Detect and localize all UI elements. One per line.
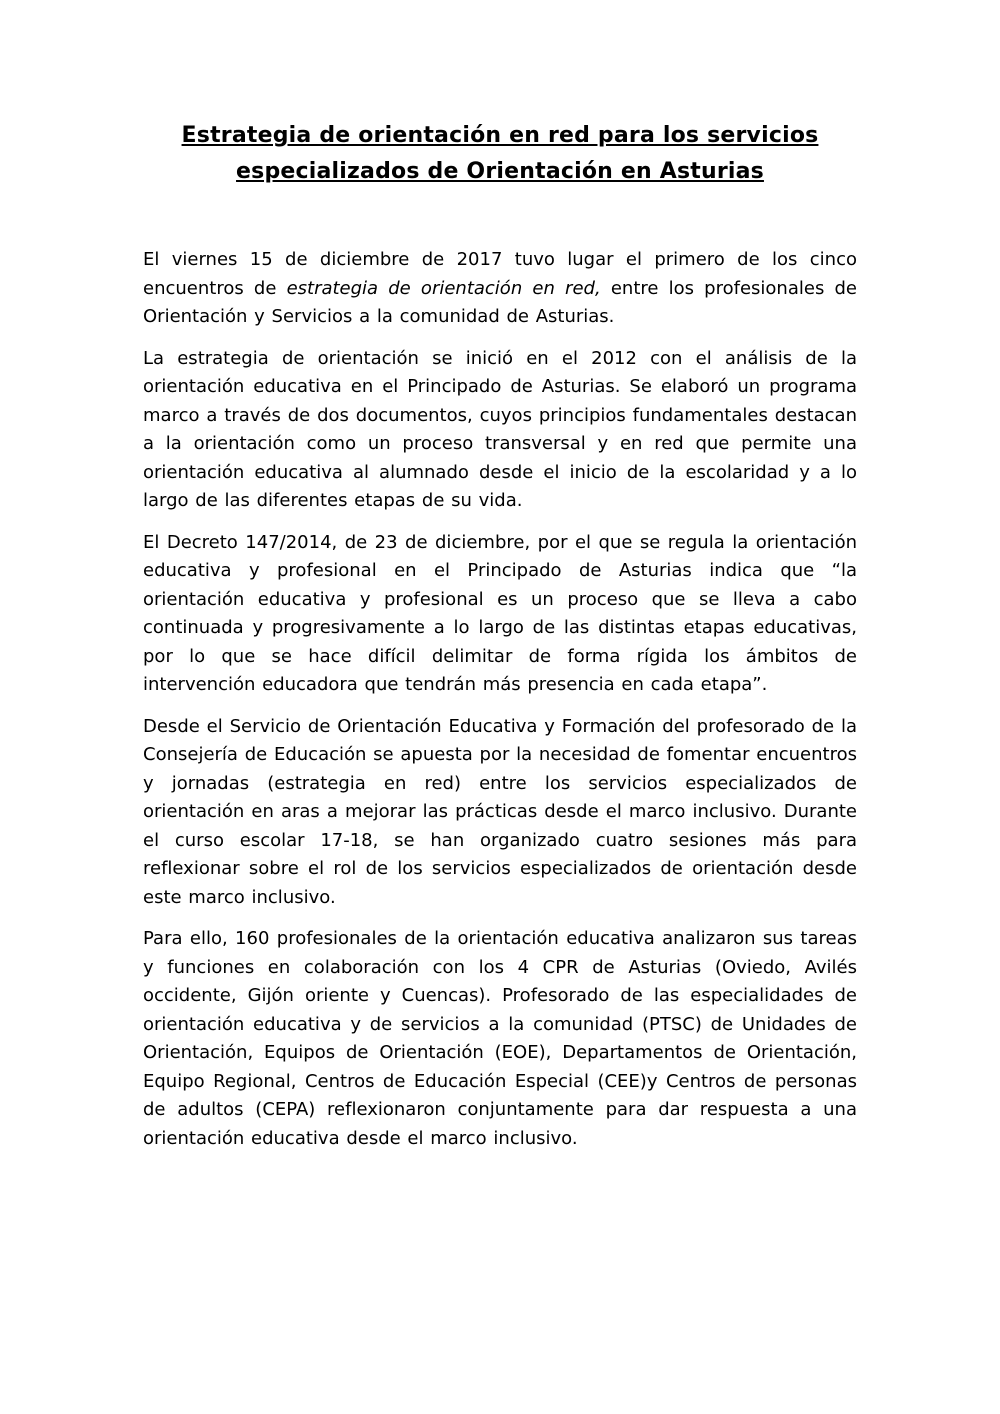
paragraph-strategy-history: La estrategia de orientación se inició en el 2012 con el análisis de la orientación educativa en el Principado de Asturias. Se elaboró un programa marco a través de dos documentos, cuyos principios fundamentales destacan a la orientación como un proceso transversal y en red que permite una orientación educativa al alumnado desde el inicio de la escolaridad y a lo largo de las diferentes etapas de su vida. <box>143 347 857 511</box>
paragraph-intro-italic-phrase: estrategia de orientación en red, <box>286 277 601 299</box>
paragraph-professionals: Para ello, 160 profesionales de la orientación educativa analizaron sus tareas y funciones en colaboración con los 4 CPR de Asturias (Oviedo, Avilés occidente, Gijón oriente y Cuencas). Profesorado de las especialidades de orientación educativa y de servicios a la comunidad (PTSC) de Unidades de Orientación, Equipos de Orientación (EOE), Departamentos de Orientación, Equipo Regional, Centros de Educación Especial (CEE)y Centros de personas de adultos (CEPA) reflexionaron conjuntamente para dar respuesta a una orientación educativa desde el marco inclusivo. <box>143 928 857 1149</box>
paragraph-intro-text-after: entre los profesionales de Orientación y Servicios a la comunidad de Asturias. <box>143 277 857 327</box>
paragraph-intro-text-before: El viernes 15 de diciembre de 2017 tuvo lugar el primero de los cinco encuentros de <box>143 249 857 299</box>
paragraph-service-meetings: Desde el Servicio de Orientación Educativa y Formación del profesorado de la Consejería de Educación se apuesta por la necesidad de fomentar encuentros y jornadas (estrategia en red) entre los servicios especializados de orientación en aras a mejorar las prácticas desde el marco inclusivo. Durante el curso escolar 17-18, se han organizado cuatro sesiones más para reflexionar sobre el rol de los servicios especializados de orientación desde este marco inclusivo. <box>143 715 857 908</box>
paragraph-intro <box>143 246 857 332</box>
document-title: Estrategia de orientación en red para los servicios especializados de Orientación en Asturias <box>181 123 819 184</box>
paragraph-decree: El Decreto 147/2014, de 23 de diciembre, por el que se regula la orientación educativa y profesional en el Principado de Asturias indica que “la orientación educativa y profesional es un proceso que se lleva a cabo continuada y progresivamente a lo largo de las distintas etapas educativas, por lo que se hace difícil delimitar de forma rígida los ámbitos de intervención educadora que tendrán más presencia en cada etapa”. <box>143 531 857 695</box>
